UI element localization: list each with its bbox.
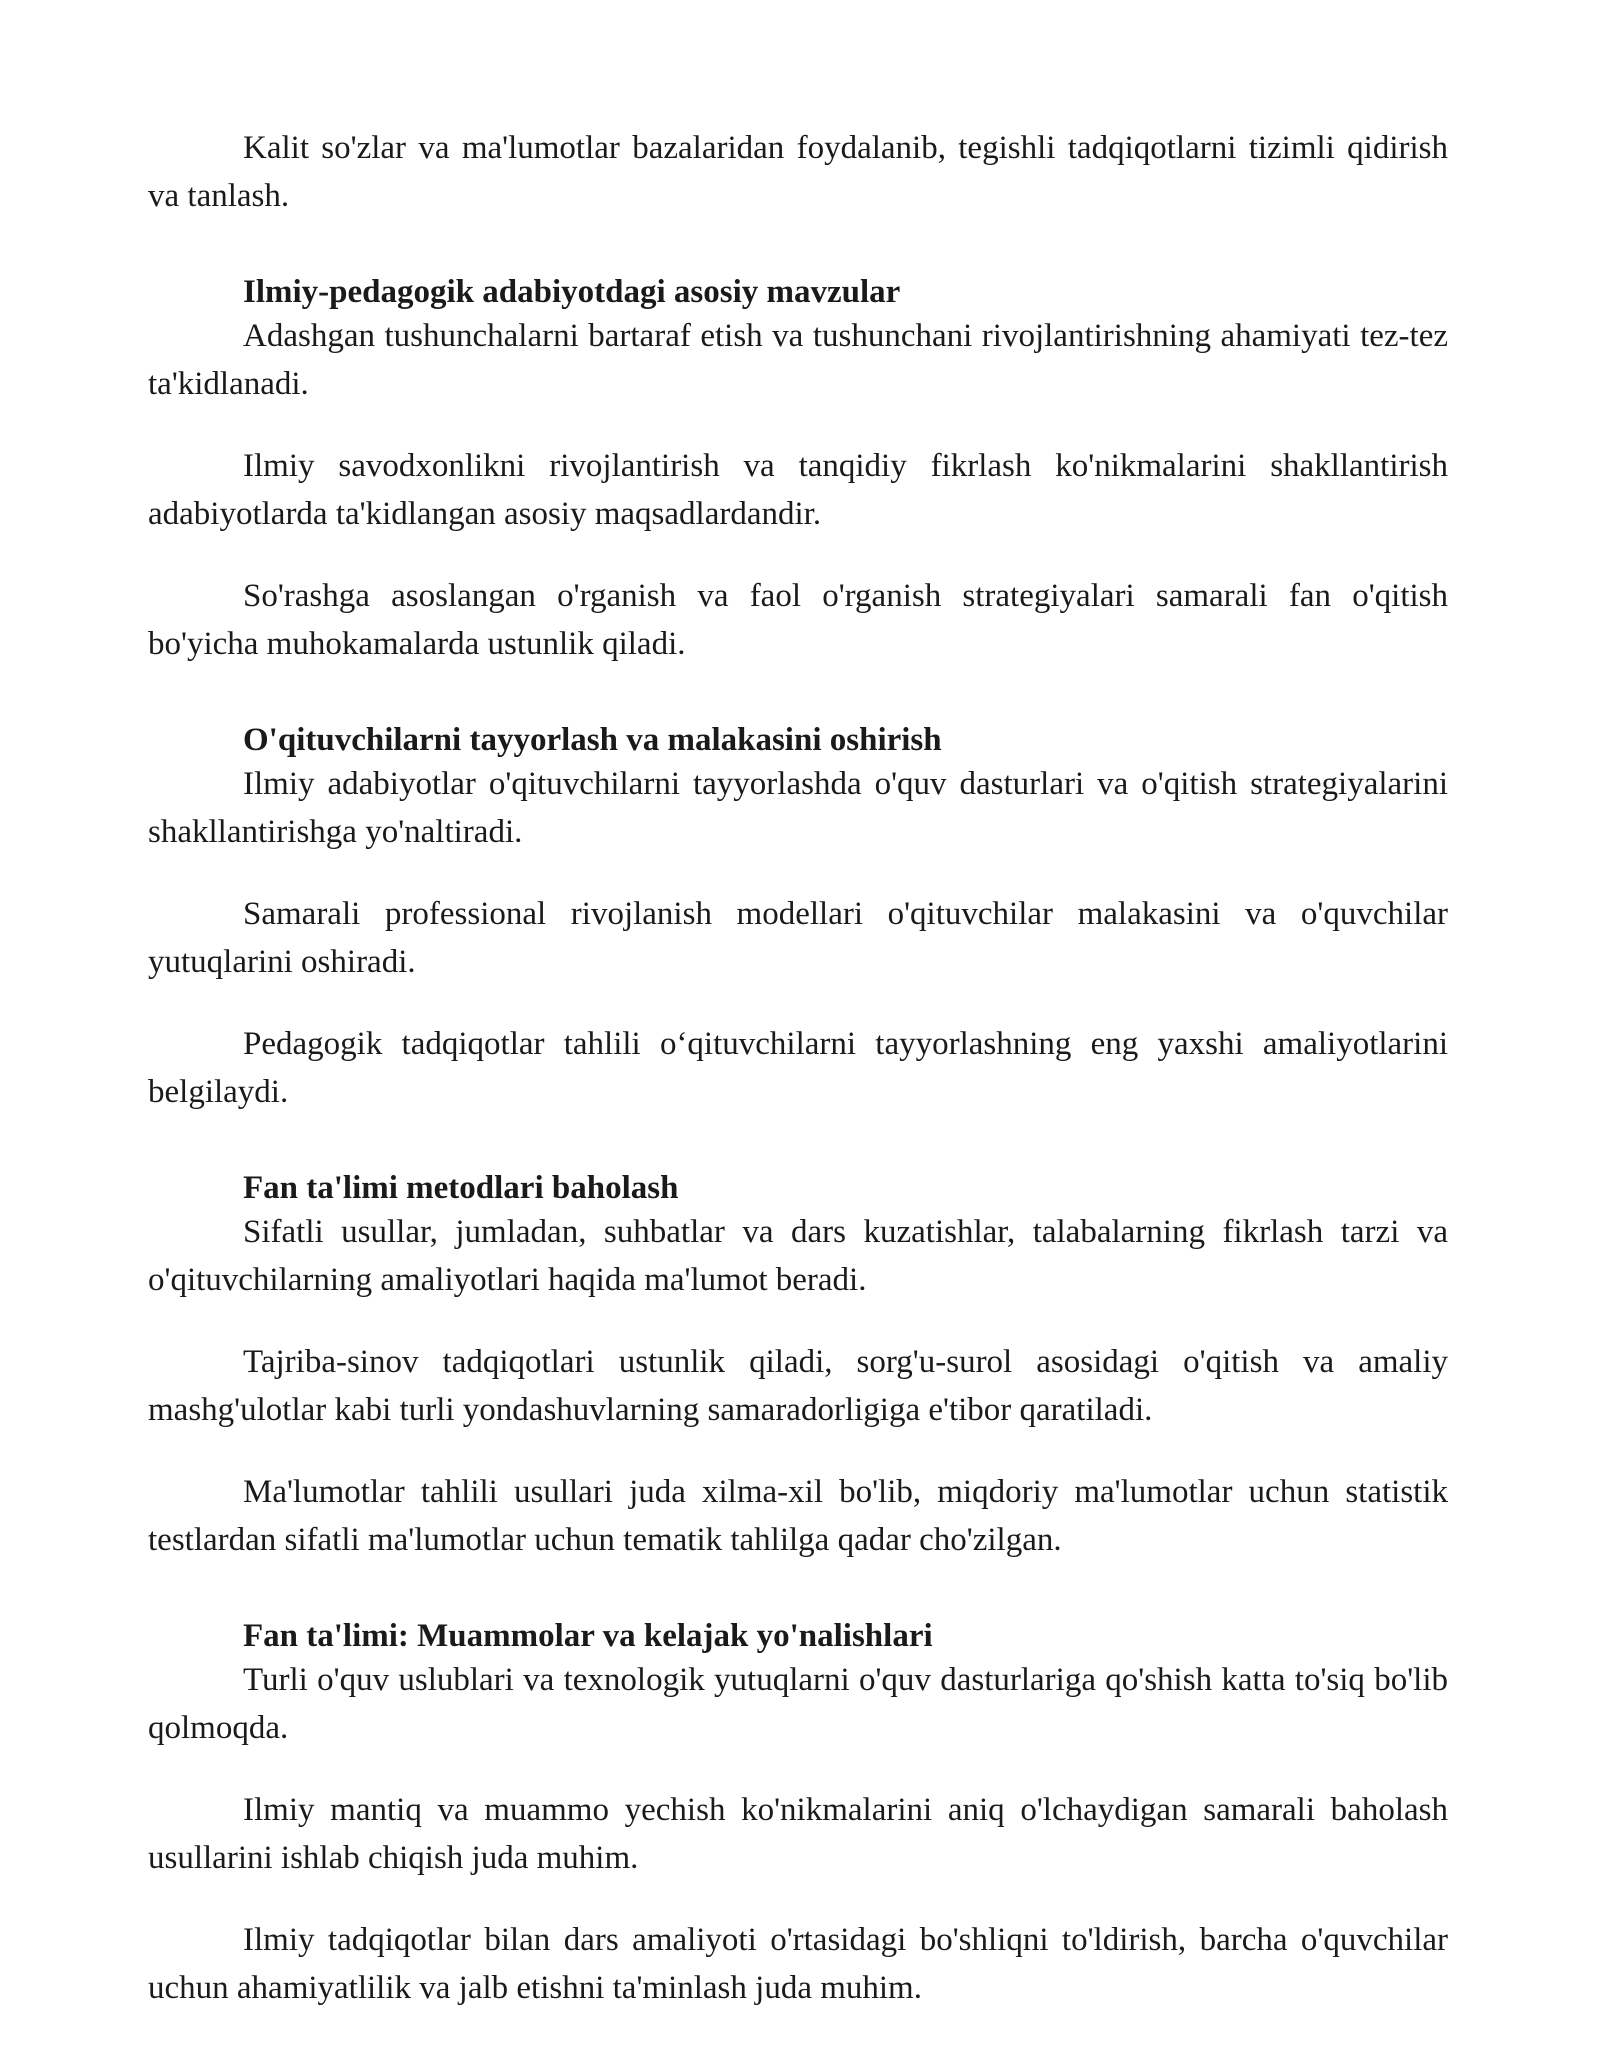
document-page xyxy=(148,124,1448,2046)
section-teacher-training xyxy=(148,720,1448,1116)
section-heading: Ilmiy-pedagogik adabiyotdagi asosiy mavzular xyxy=(243,274,901,310)
paragraph: Pedagogik tadqiqotlar tahlili o‘qituvchilarni tayyorlashning eng yaxshi amaliyotlarini belgilaydi. xyxy=(148,1026,1448,1110)
paragraph: Ilmiy mantiq va muammo yechish ko'nikmalarini aniq o'lchaydigan samarali baholash usullarini ishlab chiqish juda muhim. xyxy=(148,1792,1448,1876)
section-challenges-future xyxy=(148,1616,1448,2012)
paragraph: Ma'lumotlar tahlili usullari juda xilma-xil bo'lib, miqdoriy ma'lumotlar uchun statistik testlardan sifatli ma'lumotlar uchun tematik tahlilga qadar cho'zilgan. xyxy=(148,1474,1448,1558)
paragraph: Ilmiy savodxonlikni rivojlantirish va tanqidiy fikrlash ko'nikmalarini shakllantirish adabiyotlarda ta'kidlangan asosiy maqsadlardandir. xyxy=(148,448,1448,532)
section-heading: Fan ta'limi: Muammolar va kelajak yo'nalishlari xyxy=(243,1618,933,1654)
section-methods-evaluation xyxy=(148,1168,1448,1564)
paragraph: Adashgan tushunchalarni bartaraf etish va tushunchani rivojlantirishning ahamiyati tez-tez ta'kidlanadi. xyxy=(148,318,1448,402)
intro-paragraph: Kalit so'zlar va ma'lumotlar bazalaridan foydalanib, tegishli tadqiqotlarni tizimli qidirish va tanlash. xyxy=(148,130,1448,214)
paragraph: Tajriba-sinov tadqiqotlari ustunlik qiladi, sorg'u-surol asosidagi o'qitish va amaliy mashg'ulotlar kabi turli yondashuvlarning samaradorligiga e'tibor qaratiladi. xyxy=(148,1344,1448,1428)
section-heading: Fan ta'limi metodlari baholash xyxy=(243,1170,679,1206)
paragraph: Samarali professional rivojlanish modellari o'qituvchilar malakasini va o'quvchilar yutuqlarini oshiradi. xyxy=(148,896,1448,980)
section-key-themes xyxy=(148,272,1448,668)
paragraph: Ilmiy tadqiqotlar bilan dars amaliyoti o'rtasidagi bo'shliqni to'ldirish, barcha o'quvchilar uchun ahamiyatlilik va jalb etishni ta'minlash juda muhim. xyxy=(148,1922,1448,2006)
paragraph: Turli o'quv uslublari va texnologik yutuqlarni o'quv dasturlariga qo'shish katta to'siq bo'lib qolmoqda. xyxy=(148,1662,1448,1746)
section-heading: O'qituvchilarni tayyorlash va malakasini oshirish xyxy=(243,722,942,758)
paragraph: So'rashga asoslangan o'rganish va faol o'rganish strategiyalari samarali fan o'qitish bo'yicha muhokamalarda ustunlik qiladi. xyxy=(148,578,1448,662)
paragraph: Ilmiy adabiyotlar o'qituvchilarni tayyorlashda o'quv dasturlari va o'qitish strategiyalarini shakllantirishga yo'naltiradi. xyxy=(148,766,1448,850)
paragraph: Sifatli usullar, jumladan, suhbatlar va dars kuzatishlar, talabalarning fikrlash tarzi va o'qituvchilarning amaliyotlari haqida ma'lumot beradi. xyxy=(148,1214,1448,1298)
